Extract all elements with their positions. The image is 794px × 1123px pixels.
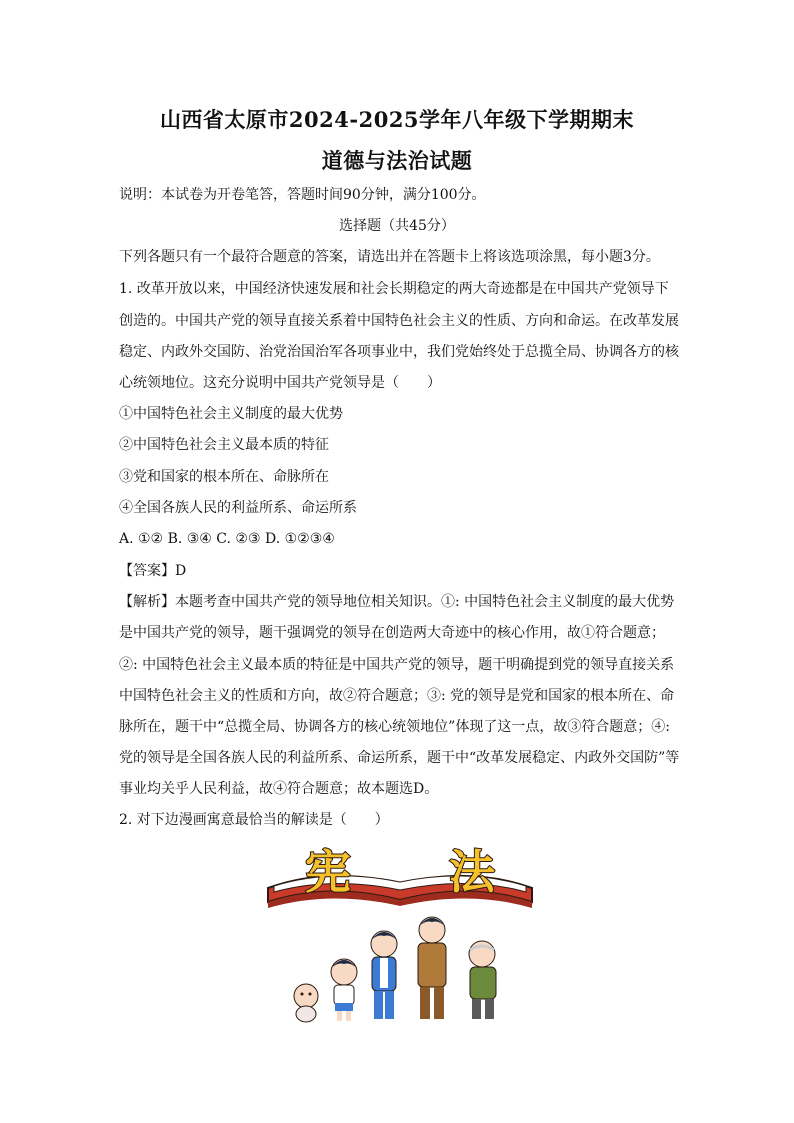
q1-statement-4: ④全国各族人民的利益所系、命运所系 <box>119 500 357 516</box>
q1-statement-2: ②中国特色社会主义最本质的特征 <box>119 437 329 453</box>
q1-analysis-line-4: 中国特色社会主义的性质和方向，故②符合题意；③: 党的领导是党和国家的根本所在、命 <box>119 688 675 704</box>
q1-analysis-line-7: 事业均关乎人民利益，故④符合题意；故本题选D。 <box>119 781 439 797</box>
q2-stem: 2. 对下边漫画寓意最恰当的解读是（ ） <box>119 812 389 828</box>
q1-stem-line-4: 心统领地位。这充分说明中国共产党领导是（ ） <box>119 375 441 391</box>
book-char-left: 宪 <box>305 845 351 899</box>
elder-figure <box>469 941 496 1019</box>
q1-analysis-line-5: 脉所在，题干中“总揽全局、协调各方的核心统领地位”体现了这一点，故③符合题意；④: <box>119 719 671 735</box>
adult-figure <box>418 917 446 1019</box>
exam-subtitle: 道德与法治试题 <box>321 148 473 173</box>
q1-statement-1: ①中国特色社会主义制度的最大优势 <box>119 406 343 422</box>
analysis-label: 【解析】 <box>119 594 175 610</box>
teen-figure <box>371 931 397 1019</box>
exam-title: 山西省太原市2024-2025学年八年级下学期期末 <box>159 107 635 132</box>
q1-analysis-line-3: ②: 中国特色社会主义最本质的特征是中国共产党的领导，题干明确提到党的领导直接关系 <box>119 657 675 673</box>
q1-options: A. ①② B. ③④ C. ②③ D. ①②③④ <box>119 531 335 547</box>
baby-figure <box>294 984 318 1022</box>
q1-analysis-line-2: 是中国共产党的领导，题干强调党的领导在创造两大奇迹中的核心作用，故①符合题意； <box>119 625 665 641</box>
book-char-right: 法 <box>449 845 495 899</box>
q1-answer: 【答案】D <box>119 563 187 579</box>
exam-note: 说明：本试卷为开卷笔答，答题时间90分钟，满分100分。 <box>119 187 486 203</box>
section-title: 选择题（共45分） <box>339 218 455 234</box>
child-figure <box>331 959 357 1021</box>
q1-stem-line-2: 创造的。中国共产党的领导直接关系着中国特色社会主义的性质、方向和命运。在改革发展 <box>119 313 679 329</box>
q1-stem-line-3: 稳定、内政外交国防、治党治国治军各项事业中，我们党始终处于总揽全局、协调各方的核 <box>119 344 679 360</box>
q1-stem-line-1: 1. 改革开放以来，中国经济快速发展和社会长期稳定的两大奇迹都是在中国共产党领导下 <box>119 281 669 297</box>
instruction: 下列各题只有一个最符合题意的答案，请选出并在答题卡上将该选项涂黑，每小题3分。 <box>119 249 660 265</box>
constitution-cartoon <box>260 838 540 1023</box>
analysis-text: 本题考查中国共产党的领导地位相关知识。①: 中国特色社会主义制度的最大优势 <box>175 594 675 610</box>
q1-statement-3: ③党和国家的根本所在、命脉所在 <box>119 469 329 485</box>
q1-analysis-line-6: 党的领导是全国各族人民的利益所系、命运所系，题干中“改革发展稳定、内政外交国防”等 <box>119 750 680 766</box>
q1-analysis-line-1 <box>119 592 674 612</box>
